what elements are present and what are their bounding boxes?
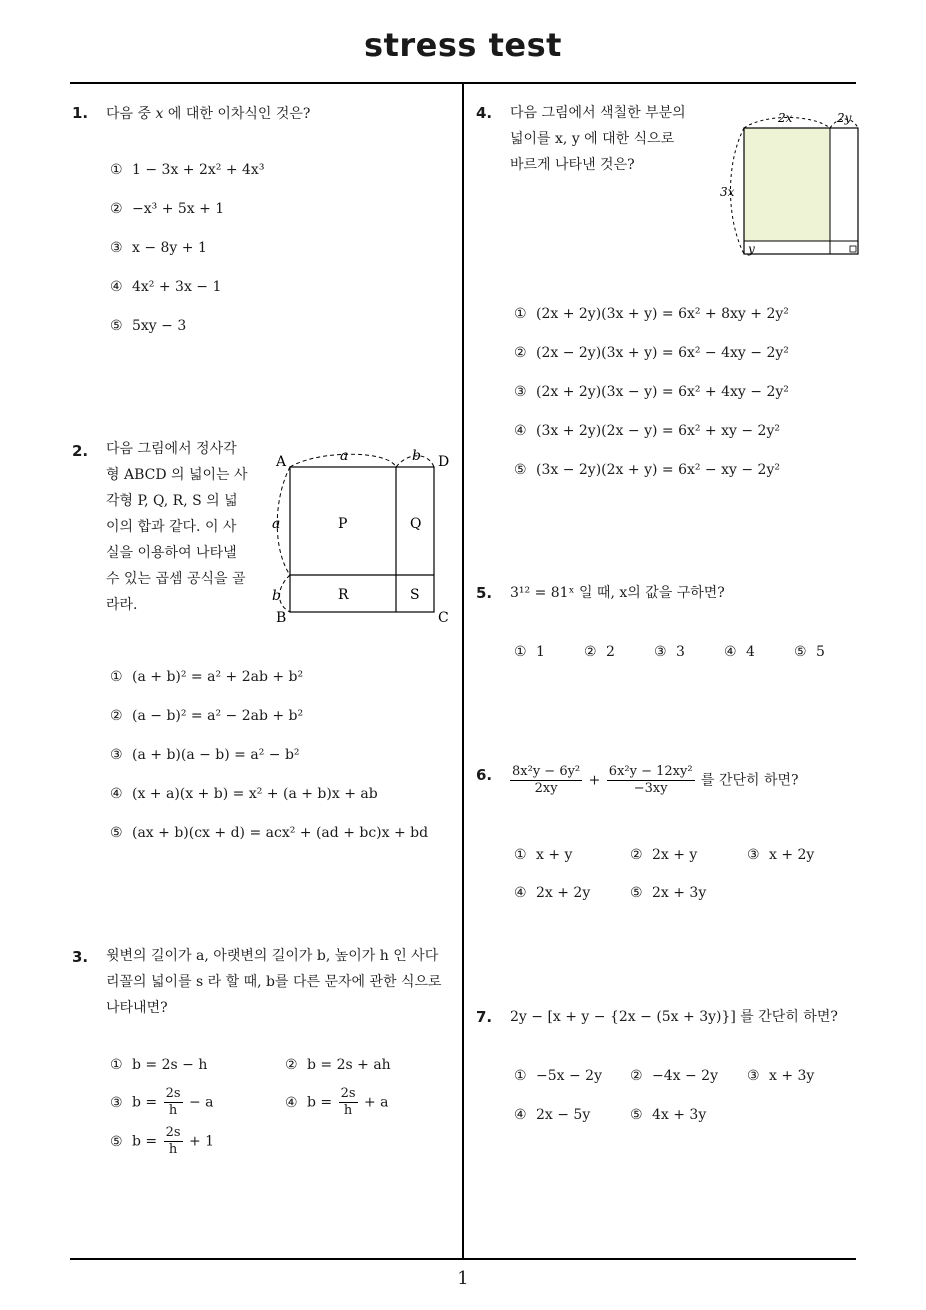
rectangle-diagram — [716, 108, 866, 263]
region-q: Q — [410, 516, 422, 532]
answer-option[interactable]: ② −4x − 2y — [630, 1068, 718, 1084]
question-number: 4. — [476, 104, 493, 122]
question-stem: 다음 중 x 에 대한 이차식인 것은? — [106, 106, 311, 122]
label-b-top: b — [412, 448, 421, 464]
fraction: $\frac{\text{8x²y − 6y²}}{2xy}$ — [512, 764, 581, 796]
brace-b-side — [280, 575, 291, 612]
label-2y: 2y — [837, 111, 852, 125]
answer-option[interactable]: ① b = 2s − h — [110, 1057, 208, 1073]
question-number: 5. — [476, 584, 493, 602]
answer-option[interactable]: ④ b = $\frac{2s}{h}$ + a — [285, 1086, 389, 1118]
column-divider — [462, 83, 464, 1259]
question-stem: 다음 그림에서 색칠한 부분의 넓이를 x, y 에 대한 식으로 바르게 나타낸 것은? — [510, 105, 686, 173]
label-3x: 3x — [720, 185, 735, 199]
question-stem: $\frac{\text{8x²y − 6y²}}{2xy}$ + $\frac{\text{6x²y − 12xy²}}{-3xy}$ 를 간단히 하면? — [512, 764, 799, 796]
vertex-c: C — [438, 610, 449, 626]
answer-option[interactable]: ④ (x + a)(x + b) = x² + (a + b)x + ab — [110, 786, 378, 802]
region-p: P — [338, 516, 348, 532]
page-number: 1 — [457, 1268, 469, 1289]
answer-option[interactable]: ① −5x − 2y — [514, 1068, 602, 1084]
answer-option[interactable]: ② −x³ + 5x + 1 — [110, 201, 225, 217]
label-y: y — [748, 242, 755, 256]
question-stem: 3¹² = 81ˣ 일 때, x의 값을 구하면? — [510, 585, 725, 601]
answer-option[interactable]: ③ 3 — [654, 644, 685, 660]
label-2x: 2x — [778, 111, 793, 125]
answer-option[interactable]: ⑤ b = $\frac{2s}{h}$ + 1 — [110, 1125, 215, 1157]
region-r: R — [338, 587, 349, 603]
question-stem: 윗변의 길이가 a, 아랫변의 길이가 b, 높이가 h 인 사다 리꼴의 넓이를 s 라 할 때, b를 다른 문자에 관한 식으로 나타내면? — [106, 948, 442, 1016]
question-number: 2. — [72, 442, 89, 460]
answer-option[interactable]: ③ b = $\frac{2s}{h}$ − a — [110, 1086, 214, 1118]
answer-option[interactable]: ③ (2x + 2y)(3x − y) = 6x² + 4xy − 2y² — [514, 384, 789, 400]
page-title: stress test — [364, 26, 562, 64]
fraction: $\frac{\text{6x²y − 12xy²}}{-3xy}$ — [608, 764, 693, 796]
answer-option[interactable]: ⑤ 2x + 3y — [630, 885, 707, 901]
label-b-side: b — [272, 588, 281, 604]
fraction: $\frac{2s}{h}$ — [165, 1086, 181, 1118]
question-stem: 2y − [x + y − {2x − (5x + 3y)}] 를 간단히 하면? — [510, 1009, 838, 1025]
answer-option[interactable]: ④ 2x − 5y — [514, 1107, 591, 1123]
answer-option[interactable]: ④ 2x + 2y — [514, 885, 591, 901]
answer-option[interactable]: ⑤ 5 — [794, 644, 825, 660]
region-s: S — [410, 587, 420, 603]
footer-rule — [70, 1258, 856, 1260]
label-a-top: a — [340, 448, 349, 464]
answer-option[interactable]: ① (a + b)² = a² + 2ab + b² — [110, 669, 304, 685]
corner-mark — [850, 246, 856, 252]
vertex-d: D — [438, 454, 450, 470]
shaded-region — [744, 128, 830, 241]
answer-option[interactable]: ① 1 — [514, 644, 545, 660]
answer-option[interactable]: ② (2x − 2y)(3x + y) = 6x² − 4xy − 2y² — [514, 345, 789, 361]
question-number: 1. — [72, 104, 89, 122]
answer-option[interactable]: ① 1 − 3x + 2x² + 4x³ — [110, 162, 265, 178]
vertex-a: A — [276, 454, 287, 470]
vertex-b: B — [276, 610, 287, 626]
square-diagram — [268, 440, 458, 630]
answer-option[interactable]: ⑤ (3x − 2y)(2x + y) = 6x² − xy − 2y² — [514, 462, 780, 478]
answer-option[interactable]: ② b = 2s + ah — [285, 1057, 391, 1073]
answer-option[interactable]: ④ 4x² + 3x − 1 — [110, 279, 222, 295]
answer-option[interactable]: ① x + y — [514, 847, 573, 863]
question-number: 6. — [476, 766, 493, 784]
answer-option[interactable]: ② 2 — [584, 644, 615, 660]
fraction: $\frac{2s}{h}$ — [165, 1125, 181, 1157]
answer-option[interactable]: ③ (a + b)(a − b) = a² − b² — [110, 747, 300, 763]
answer-option[interactable]: ② 2x + y — [630, 847, 698, 863]
answer-option[interactable]: ④ (3x + 2y)(2x − y) = 6x² + xy − 2y² — [514, 423, 780, 439]
question-number: 3. — [72, 948, 89, 966]
question-stem: 다음 그림에서 정사각 형 ABCD 의 넓이는 사 각형 P, Q, R, S 의 넓 이의 합과 같다. 이 사 실을 이용하여 나타낼 수 있는 곱셈 공식을 골 라라. — [106, 441, 248, 613]
answer-option[interactable]: ① (2x + 2y)(3x + y) = 6x² + 8xy + 2y² — [514, 306, 789, 322]
answer-option[interactable]: ⑤ 5xy − 3 — [110, 318, 187, 334]
label-a-side: a — [272, 516, 281, 532]
answer-option[interactable]: ③ x − 8y + 1 — [110, 240, 207, 256]
question-number: 7. — [476, 1008, 493, 1026]
answer-option[interactable]: ③ x + 3y — [747, 1068, 815, 1084]
fraction: $\frac{2s}{h}$ — [340, 1086, 356, 1118]
answer-option[interactable]: ⑤ (ax + b)(cx + d) = acx² + (ad + bc)x + bd — [110, 825, 429, 841]
answer-option[interactable]: ② (a − b)² = a² − 2ab + b² — [110, 708, 304, 724]
answer-option[interactable]: ④ 4 — [724, 644, 755, 660]
answer-option[interactable]: ⑤ 4x + 3y — [630, 1107, 707, 1123]
answer-option[interactable]: ③ x + 2y — [747, 847, 815, 863]
